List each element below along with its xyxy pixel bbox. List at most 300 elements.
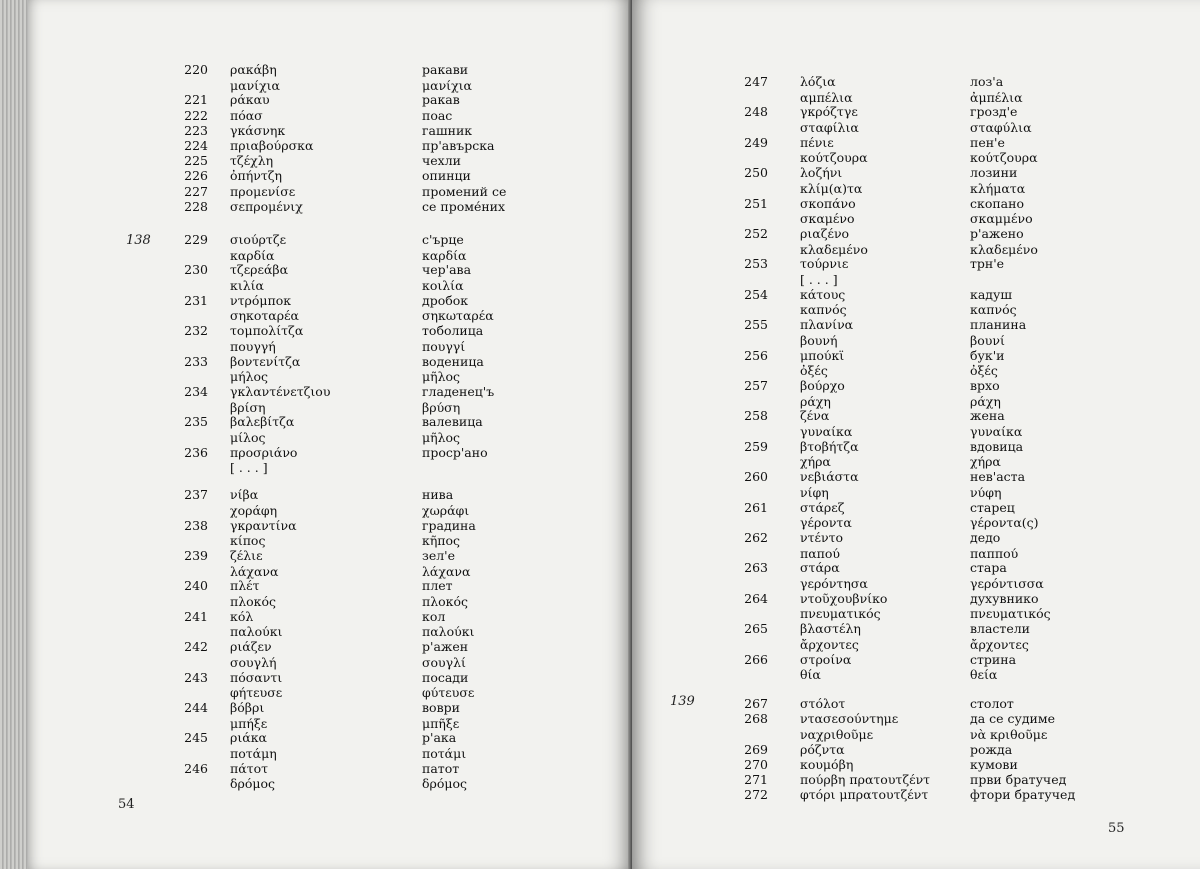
entry-number: 220: [184, 62, 208, 77]
entry-cyrillic-translation: [422, 323, 483, 354]
entry-cyrillic-translation: [970, 378, 1001, 409]
entry-greek-script: [230, 92, 270, 108]
translation-line: χωράφι: [422, 502, 470, 518]
entry-number: 270: [744, 756, 768, 772]
entry-number: 238: [184, 517, 208, 533]
translation-line: воденица: [422, 353, 484, 369]
translation-line: πνευματικός: [970, 606, 1051, 622]
greek-line: βόβρι: [230, 700, 265, 715]
entry-cyrillic-translation: [970, 135, 1038, 166]
translation-line: μῆλος: [422, 429, 461, 445]
entry-cyrillic-translation: [422, 62, 472, 93]
entry-greek-script: [230, 548, 278, 579]
entry-number: 232: [184, 323, 208, 339]
entry-greek-script: [800, 772, 930, 788]
entry-cyrillic-translation: [422, 761, 467, 792]
greek-line: στάρεζ: [800, 499, 845, 515]
entry-number: 266: [744, 651, 768, 667]
translation-line: νύφη: [970, 484, 1002, 500]
greek-line: ντρόμποκ: [230, 292, 292, 308]
entry-greek-script: [800, 621, 861, 652]
entry-greek-script: [230, 354, 300, 385]
translation-line: φύτευσε: [422, 685, 475, 701]
greek-line: νίφη: [800, 484, 829, 500]
translation-line: παλούκι: [422, 624, 475, 640]
left-page: [28, 0, 632, 869]
entry-number: 225: [184, 153, 208, 169]
greek-line: νεβιάστα: [800, 469, 859, 485]
greek-line: τομπολίτζα: [230, 323, 304, 339]
translation-line: бук'и: [970, 347, 1005, 363]
entry-greek-script: [800, 652, 851, 683]
entry-greek-script: [230, 518, 297, 549]
entry-number: 248: [744, 104, 768, 120]
translation-line: лозини: [970, 165, 1018, 181]
entry-greek-script: [230, 730, 277, 761]
translation-line: σουγλί: [422, 654, 466, 670]
translation-line: гашник: [422, 122, 473, 138]
greek-line: πλοκός: [230, 593, 277, 609]
entry-cyrillic-translation: [422, 730, 466, 761]
translation-line: нев'аста: [970, 469, 1026, 485]
translation-line: планина: [970, 317, 1027, 333]
entry-cyrillic-translation: [970, 287, 1017, 318]
greek-line: παπού: [800, 545, 840, 561]
greek-line: λόζια: [800, 74, 836, 89]
greek-line: καρδία: [230, 247, 275, 263]
translation-line: пр'авърска: [422, 138, 495, 153]
greek-line: μίλος: [230, 429, 266, 445]
translation-line: ракав: [422, 92, 460, 108]
entry-cyrillic-translation: [422, 384, 494, 415]
greek-line: βούρχο: [800, 378, 845, 393]
entry-cyrillic-translation: [422, 354, 484, 385]
translation-line: κοιλία: [422, 277, 464, 293]
translation-line: γερόντισσα: [970, 575, 1044, 591]
entry-cyrillic-translation: [970, 469, 1025, 500]
greek-line: χήρα: [800, 454, 831, 470]
entry-number: 246: [184, 760, 208, 776]
translation-line: дедо: [970, 530, 1001, 545]
entry-greek-script: [230, 639, 277, 670]
left-page-number: 54: [118, 797, 135, 812]
entry-greek-script: [230, 262, 288, 293]
greek-line: ὀξές: [800, 363, 828, 379]
greek-line: ριάζεν: [230, 639, 272, 655]
entry-greek-script: [230, 138, 313, 154]
entry-cyrillic-translation: [970, 711, 1055, 742]
entry-number: 251: [744, 195, 768, 211]
translation-line: кол: [422, 608, 446, 624]
entry-number: 256: [744, 347, 768, 363]
entry-greek-script: [800, 742, 845, 758]
entry-greek-script: [230, 487, 277, 518]
entry-number: 249: [744, 134, 768, 150]
entry-number: 252: [744, 226, 768, 241]
translation-line: духувнико: [970, 590, 1039, 606]
translation-line: κούτζουρα: [970, 150, 1038, 166]
greek-line: γκλαντένετζιου: [230, 384, 331, 399]
entry-number: 222: [184, 107, 208, 123]
translation-line: μανίχια: [422, 77, 472, 93]
entry-number: 223: [184, 122, 208, 138]
entry-number: 267: [744, 696, 768, 711]
entry-greek-script: [230, 199, 303, 215]
greek-line: γκάσνηκ: [230, 122, 286, 138]
greek-line: μανίχια: [230, 77, 280, 93]
entry-number: 269: [744, 741, 768, 757]
translation-line: κλήματα: [970, 180, 1026, 196]
entry-greek-script: [230, 293, 299, 324]
greek-line: στάρα: [800, 560, 840, 576]
entry-cyrillic-translation: [970, 500, 1039, 531]
entry-cyrillic-translation: [422, 487, 469, 518]
translation-line: чехли: [422, 153, 461, 169]
greek-line: μπούκϊ: [800, 347, 845, 363]
translation-line: κῆπος: [422, 533, 461, 549]
entry-cyrillic-translation: [970, 317, 1026, 348]
translation-line: стара: [970, 560, 1007, 576]
greek-line: πλέτ: [230, 578, 260, 594]
greek-line: γερόντησα: [800, 575, 868, 591]
translation-line: зел'е: [422, 548, 455, 563]
translation-line: р'ажено: [970, 226, 1024, 241]
translation-line: θεία: [970, 667, 998, 683]
entry-number: 226: [184, 168, 208, 184]
entry-cyrillic-translation: [422, 445, 488, 461]
translation-line: р'ака: [422, 730, 457, 746]
greek-line: γέροντα: [800, 515, 852, 531]
greek-line: λάχανα: [230, 563, 279, 579]
greek-line: δρόμος: [230, 776, 276, 792]
greek-line: ντοῦχουβνίκο: [800, 590, 888, 606]
greek-line: γκρόζτγε: [800, 104, 858, 120]
translation-line: фтори братучед: [970, 787, 1076, 803]
entry-cyrillic-translation: [970, 74, 1023, 105]
entry-number: 247: [744, 74, 768, 89]
greek-line: κίπος: [230, 533, 266, 549]
entry-cyrillic-translation: [970, 165, 1025, 196]
entry-number: 237: [184, 487, 208, 503]
greek-line: θία: [800, 667, 821, 683]
entry-cyrillic-translation: [970, 196, 1033, 227]
entry-greek-script: [800, 757, 853, 773]
entry-greek-script: [800, 165, 862, 196]
greek-line: τζέχλη: [230, 153, 274, 169]
entry-greek-script: [230, 609, 282, 640]
entry-greek-script: [230, 578, 276, 609]
right-page-number: 55: [1108, 821, 1125, 836]
entry-cyrillic-translation: [970, 696, 1014, 712]
entry-cyrillic-translation: [970, 408, 1022, 439]
entry-cyrillic-translation: [422, 578, 468, 609]
translation-line: βουνί: [970, 332, 1005, 348]
entry-number: 265: [744, 621, 768, 637]
entry-greek-script: [800, 226, 868, 257]
greek-line: ρακάβη: [230, 62, 277, 77]
translation-line: рожда: [970, 741, 1013, 757]
entry-cyrillic-translation: [422, 518, 476, 549]
entry-cyrillic-translation: [970, 256, 1004, 272]
entry-greek-script: [230, 670, 282, 701]
greek-line: ἄρχοντες: [800, 636, 859, 652]
entry-number: 221: [184, 92, 208, 108]
entry-greek-script: [800, 439, 859, 470]
entry-number: 264: [744, 590, 768, 606]
translation-line: столот: [970, 696, 1014, 711]
entry-cyrillic-translation: [970, 104, 1032, 135]
translation-line: μπῆξε: [422, 715, 460, 731]
entry-greek-script: [800, 787, 928, 803]
entry-cyrillic-translation: [422, 138, 494, 154]
entry-number: 236: [184, 444, 208, 460]
translation-line: лоз'а: [970, 74, 1004, 89]
greek-line: αμπέλια: [800, 89, 853, 105]
translation-line: βρύση: [422, 399, 461, 415]
translation-line: тоболица: [422, 323, 484, 339]
entry-number: 245: [184, 730, 208, 746]
entry-greek-script: [800, 530, 843, 561]
left-margin-mark: 138: [126, 233, 151, 248]
entry-number: 260: [744, 469, 768, 485]
entry-number: 235: [184, 414, 208, 430]
entry-cyrillic-translation: [970, 621, 1030, 652]
entry-number: 233: [184, 353, 208, 369]
entry-cyrillic-translation: [422, 232, 466, 263]
entry-greek-script: [230, 323, 303, 354]
greek-line: προσριάνο: [230, 444, 298, 460]
entry-number: 257: [744, 378, 768, 393]
greek-line: σκαμένο: [800, 211, 855, 227]
entry-cyrillic-translation: [422, 184, 506, 200]
greek-line: σουγλή: [230, 654, 277, 670]
entry-greek-script: [800, 287, 847, 318]
greek-line: γκραντίνα: [230, 517, 297, 533]
translation-line: кумови: [970, 756, 1018, 772]
greek-line: νίβα: [230, 487, 259, 503]
greek-line: πουγγή: [230, 338, 276, 354]
translation-line: λάχανα: [422, 563, 471, 579]
entry-number: 262: [744, 530, 768, 545]
greek-line: ζένα: [800, 408, 830, 424]
entry-cyrillic-translation: [970, 757, 1018, 773]
greek-line: βτοβήτζα: [800, 438, 859, 454]
greek-line: πνευματικός: [800, 606, 881, 622]
translation-line: патот: [422, 760, 460, 776]
entry-greek-script: [800, 74, 853, 105]
greek-line: βαλεβίτζα: [230, 414, 295, 430]
translation-line: чер'ава: [422, 262, 472, 278]
translation-line: стрина: [970, 651, 1017, 667]
translation-line: нива: [422, 487, 454, 503]
translation-line: σταφύλια: [970, 119, 1032, 135]
greek-line: παλούκι: [230, 624, 283, 640]
translation-line: γυναίκα: [970, 423, 1023, 439]
greek-line: πόσαντι: [230, 669, 283, 685]
entry-cyrillic-translation: [970, 226, 1038, 257]
greek-line: σηκοταρέα: [230, 308, 299, 324]
entry-greek-script: [800, 408, 852, 439]
entry-greek-script: [230, 384, 330, 415]
greek-line: προμενίσε: [230, 183, 296, 199]
greek-line: κιλία: [230, 277, 264, 293]
greek-line: ρόζντα: [800, 741, 845, 757]
translation-line: плет: [422, 578, 453, 594]
entry-number: 271: [744, 772, 768, 787]
greek-line: τζερεάβα: [230, 262, 289, 278]
translation-line: опинци: [422, 168, 471, 184]
greek-line: στροίνα: [800, 651, 852, 667]
translation-line: да се судиме: [970, 711, 1055, 727]
translation-line: први братучед: [970, 772, 1067, 787]
entry-cyrillic-translation: [422, 548, 470, 579]
entry-greek-script: [800, 348, 844, 379]
translation-line: ἀμπέλια: [970, 89, 1023, 105]
translation-line: се проме́них: [422, 198, 506, 214]
greek-line: κλίμ(α)τα: [800, 180, 863, 196]
translation-line: ἄρχοντες: [970, 636, 1029, 652]
translation-line: γέροντα(ς): [970, 515, 1039, 531]
translation-line: грозд'е: [970, 104, 1018, 120]
translation-line: валевица: [422, 414, 483, 430]
greek-line: ράκαυ: [230, 92, 270, 108]
entry-cyrillic-translation: [970, 348, 1004, 379]
greek-line: κλαδεμένο: [800, 241, 868, 257]
entry-greek-script: [230, 445, 297, 476]
translation-line: градина: [422, 517, 476, 533]
entry-cyrillic-translation: [422, 414, 483, 445]
translation-line: врхо: [970, 378, 1000, 393]
entry-cyrillic-translation: [422, 108, 452, 124]
entry-cyrillic-translation: [422, 700, 460, 731]
translation-line: проср'ано: [422, 444, 488, 460]
entry-cyrillic-translation: [422, 609, 474, 640]
entry-number: 263: [744, 560, 768, 576]
entry-cyrillic-translation: [970, 742, 1012, 758]
greek-line: κάτους: [800, 286, 846, 302]
translation-line: промений се: [422, 183, 507, 199]
entry-cyrillic-translation: [970, 652, 1016, 683]
entry-greek-script: [800, 696, 845, 712]
entry-number: 253: [744, 256, 768, 272]
greek-line: ντασεσούντημε: [800, 711, 899, 727]
entry-cyrillic-translation: [422, 639, 468, 670]
greek-line: ριάκα: [230, 730, 267, 746]
greek-line: φήτευσε: [230, 685, 283, 701]
greek-line: χοράφη: [230, 502, 278, 518]
entry-greek-script: [230, 123, 285, 139]
greek-line: ριαζένο: [800, 226, 850, 241]
greek-line: κόλ: [230, 608, 254, 624]
entry-number: 230: [184, 262, 208, 278]
greek-line: τούρνιε: [800, 256, 849, 272]
entry-greek-script: [800, 196, 856, 227]
entry-number: 258: [744, 408, 768, 424]
translation-line: дробок: [422, 292, 469, 308]
entry-number: 272: [744, 787, 768, 803]
entry-number: 229: [184, 232, 208, 247]
translation-line: πλοκός: [422, 593, 469, 609]
translation-line: νὰ κριθοῦμε: [970, 726, 1048, 742]
entry-greek-script: [230, 62, 280, 93]
entry-greek-script: [800, 317, 853, 348]
translation-line: с'ърце: [422, 232, 464, 247]
greek-line: βρίση: [230, 399, 266, 415]
entry-cyrillic-translation: [422, 168, 471, 184]
entry-greek-script: [230, 184, 295, 200]
translation-line: σκαμμένο: [970, 211, 1033, 227]
greek-line: φτόρι μπρατουτζέντ: [800, 787, 929, 803]
entry-greek-script: [230, 108, 263, 124]
entry-greek-script: [230, 168, 282, 184]
entry-greek-script: [800, 135, 868, 166]
translation-line: ὀξές: [970, 363, 998, 379]
greek-line: πόασ: [230, 107, 263, 123]
entry-cyrillic-translation: [970, 530, 1018, 561]
entry-number: 243: [184, 669, 208, 685]
translation-line: пoас: [422, 107, 453, 123]
greek-line: μπήξε: [230, 715, 268, 731]
greek-line: κουμόβη: [800, 756, 854, 772]
translation-line: властели: [970, 621, 1031, 637]
translation-line: παππού: [970, 545, 1019, 561]
greek-line: πάτοτ: [230, 760, 269, 776]
greek-line: βουνή: [800, 332, 838, 348]
entry-greek-script: [800, 104, 859, 135]
entry-number: 255: [744, 317, 768, 333]
entry-cyrillic-translation: [422, 92, 460, 108]
entry-cyrillic-translation: [970, 591, 1051, 622]
entry-cyrillic-translation: [970, 787, 1075, 803]
entry-greek-script: [800, 560, 868, 591]
entry-cyrillic-translation: [970, 772, 1066, 788]
greek-line: πριαβούρσκα: [230, 138, 314, 153]
translation-line: р'ажен: [422, 639, 469, 655]
entry-cyrillic-translation: [970, 439, 1023, 470]
entry-number: 224: [184, 138, 208, 153]
greek-line: σεπρομένιχ: [230, 198, 303, 214]
greek-line: ποτάμη: [230, 745, 277, 761]
translation-line: δρόμος: [422, 776, 468, 792]
entry-greek-script: [800, 500, 852, 531]
greek-line: ζέλιε: [230, 548, 263, 563]
entry-number: 254: [744, 286, 768, 302]
entry-greek-script: [230, 700, 267, 731]
entry-cyrillic-translation: [422, 199, 505, 215]
entry-number: 250: [744, 165, 768, 181]
translation-line: καρδία: [422, 247, 467, 263]
translation-line: καπνός: [970, 302, 1017, 318]
entry-number: 261: [744, 499, 768, 515]
translation-line: кадуш: [970, 286, 1012, 302]
entry-number: 242: [184, 639, 208, 655]
translation-line: жена: [970, 408, 1005, 424]
entry-number: 239: [184, 548, 208, 563]
entry-cyrillic-translation: [422, 670, 474, 701]
greek-line: σιούρτζε: [230, 232, 287, 247]
greek-line: μήλος: [230, 369, 269, 385]
greek-line: πένιε: [800, 134, 834, 150]
entry-number: 240: [184, 578, 208, 594]
greek-line: σκοπάνο: [800, 195, 856, 211]
translation-line: ракави: [422, 62, 469, 77]
entry-greek-script: [800, 591, 887, 622]
greek-line: [ . . . ]: [800, 271, 838, 287]
entry-cyrillic-translation: [422, 293, 494, 324]
greek-line: ράχη: [800, 393, 831, 409]
greek-line: βλαστέλη: [800, 621, 861, 637]
entry-greek-script: [800, 469, 859, 500]
